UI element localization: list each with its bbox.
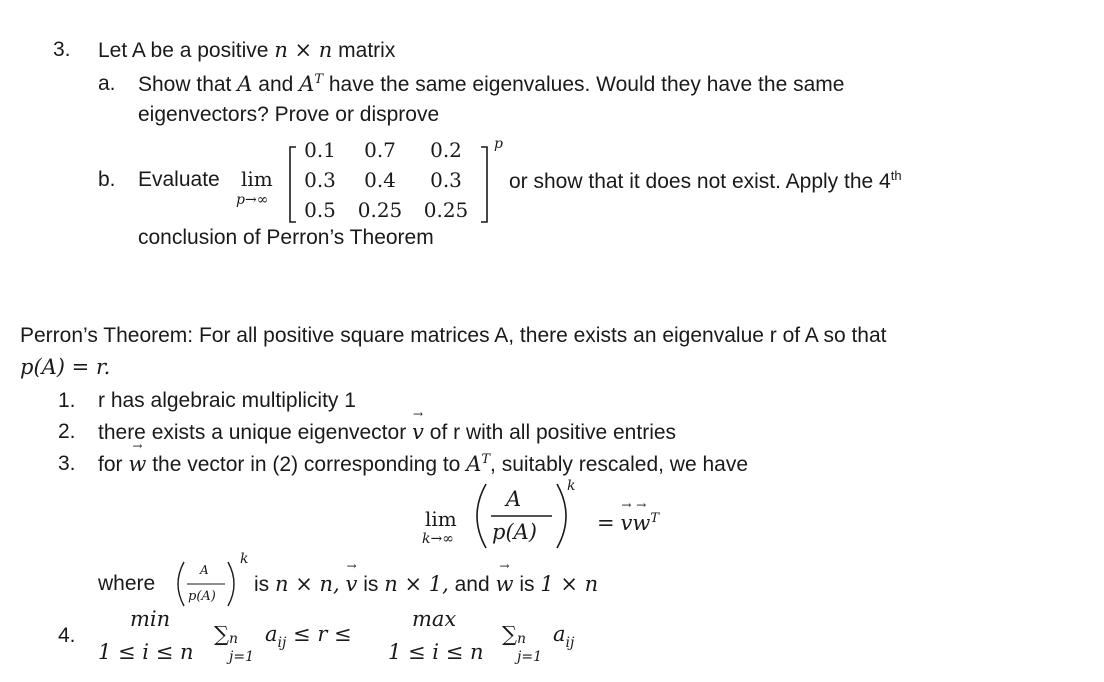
vector-v: → v xyxy=(412,420,424,444)
where-is2: is xyxy=(363,573,379,596)
perron-line2: p(A) = r. xyxy=(20,355,111,379)
part-a-text1: Show that xyxy=(138,73,232,96)
where-power: k xyxy=(240,551,249,567)
part-a-A: A xyxy=(237,72,253,96)
sum-sub: j=1 xyxy=(229,649,254,665)
part-b-th: th xyxy=(890,168,902,183)
sum-sub-right: j=1 xyxy=(517,649,542,665)
matrix-cell: 0.3 xyxy=(430,168,462,192)
matrix-cell: 0.3 xyxy=(304,168,336,192)
aij-right: a xyxy=(553,622,566,646)
aij-sub-right: ij xyxy=(565,635,575,651)
item-3-mid: the vector in (2) corresponding to xyxy=(152,453,461,476)
item-3-AT-base: A xyxy=(466,452,482,476)
item-3-num: 3. xyxy=(58,452,76,475)
matrix-cell: 0.7 xyxy=(364,138,396,162)
part-a-label: a. xyxy=(98,72,116,95)
item-4-num: 4. xyxy=(58,624,76,647)
where-num: A xyxy=(200,563,209,577)
where-and: and xyxy=(454,573,490,596)
item-3-post: , suitably rescaled, we have xyxy=(490,453,749,476)
where-word: where xyxy=(98,572,156,595)
item-4-sum-left xyxy=(214,622,352,665)
item-1-text: r has algebraic multiplicity 1 xyxy=(98,389,356,412)
part-b-tail-text: or show that it does not exist. Apply the 4 xyxy=(509,170,891,193)
where-vector-w: → w xyxy=(496,572,514,596)
matrix-cell: 0.4 xyxy=(364,168,396,192)
part-b-lim: lim xyxy=(241,167,273,191)
sum-symbol: ∑ xyxy=(214,622,229,646)
where-nx1: n × 1, xyxy=(384,572,449,596)
where-den: p(A) xyxy=(188,589,216,604)
sum-sup: n xyxy=(229,631,239,647)
aij: a xyxy=(265,622,278,646)
intro-text: Let A be a positive xyxy=(98,39,269,62)
item-3-pre: for xyxy=(98,453,123,476)
part-a-AT-sup: T xyxy=(314,72,323,87)
part-b-label: b. xyxy=(98,168,116,191)
matrix-cell: 0.25 xyxy=(357,198,403,222)
item-3-AT-sup: T xyxy=(481,452,491,467)
where-vector-v: → v xyxy=(346,572,358,596)
part-a-text2: have the same eigenvalues. Would they have the same xyxy=(328,73,845,96)
item-4-sum-right xyxy=(502,622,575,665)
part-b-evaluate: Evaluate xyxy=(138,168,220,191)
item-2-post: of r with all positive entries xyxy=(429,421,677,444)
matrix-cell: 0.5 xyxy=(304,198,336,222)
limit-equals: = xyxy=(597,511,615,535)
where-nxn: n × n, xyxy=(275,572,340,596)
item-2-pre: there exists a unique eigenvector xyxy=(98,421,407,444)
matrix-cell: 0.25 xyxy=(423,198,469,222)
matrix-power: p xyxy=(494,136,503,152)
part-b-line2: conclusion of Perron’s Theorem xyxy=(138,226,434,249)
limit-num: A xyxy=(506,487,522,511)
part-a-and: and xyxy=(258,73,294,96)
part-b-lim-sub: p→∞ xyxy=(236,192,269,208)
intro-tail: matrix xyxy=(338,39,396,62)
limit-den: p(A) xyxy=(492,520,537,544)
aij-sub: ij xyxy=(277,635,287,651)
matrix-cell: 0.1 xyxy=(304,138,336,162)
inequality: ≤ r ≤ xyxy=(293,622,352,646)
where-is3: is xyxy=(519,573,535,596)
intro-math: n × n xyxy=(274,38,333,62)
item-4-max: max xyxy=(412,607,457,631)
rhs-vector-w: → w xyxy=(632,511,650,535)
item-4-min: min xyxy=(130,607,171,631)
limit-power: k xyxy=(567,478,576,494)
part-a-line2: eigenvectors? Prove or disprove xyxy=(138,103,440,126)
sum-symbol-right: ∑ xyxy=(502,622,517,646)
matrix-cell: 0.2 xyxy=(430,138,462,162)
item-2-num: 2. xyxy=(58,420,76,443)
vector-w: → w xyxy=(128,452,146,476)
problem-number: 3. xyxy=(53,38,71,61)
limit-sub: k→∞ xyxy=(422,531,454,547)
item-1-num: 1. xyxy=(58,389,76,412)
limit-lim: lim xyxy=(425,507,457,531)
sum-sup-right: n xyxy=(517,631,527,647)
item-4-min-range: 1 ≤ i ≤ n xyxy=(98,640,194,664)
rhs-T: T xyxy=(650,511,659,526)
rhs-vector-v: → v xyxy=(620,511,632,535)
where-is1: is xyxy=(254,573,270,596)
where-text xyxy=(254,572,598,597)
item-4-max-range: 1 ≤ i ≤ n xyxy=(388,640,484,664)
perron-heading: Perron’s Theorem: For all positive square matrices A, there exists an eigenvalue r of A so that xyxy=(20,324,887,347)
part-a-AT-base: A xyxy=(299,72,315,96)
where-1xn: 1 × n xyxy=(540,572,599,596)
